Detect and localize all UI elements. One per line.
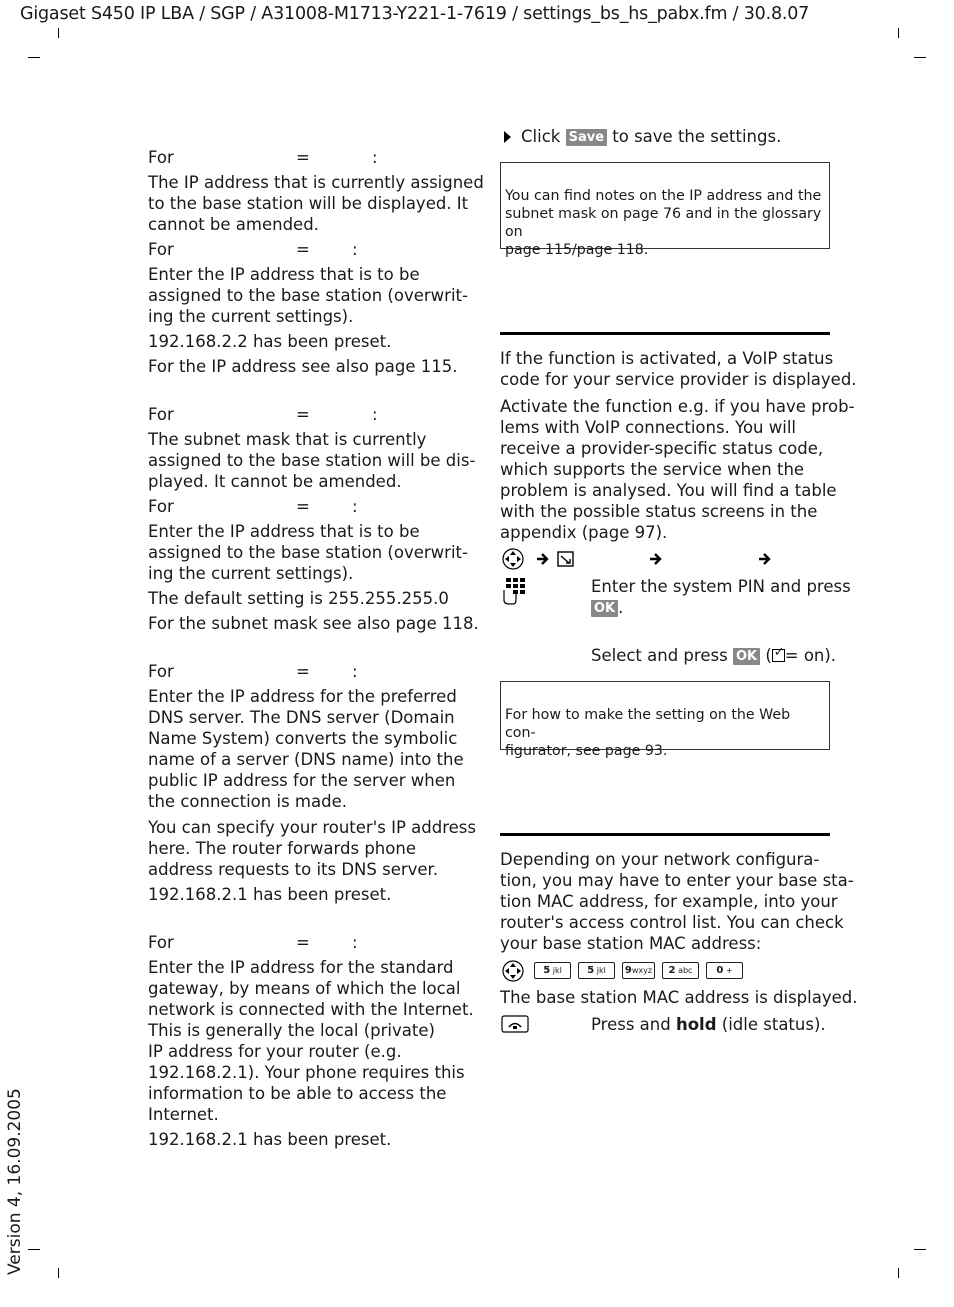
note-ip-line-1: You can find notes on the IP address and the xyxy=(505,188,822,204)
for-label: For xyxy=(148,405,174,424)
note-web-line-2: figurator, see page 93. xyxy=(505,743,668,759)
equals-sign: = xyxy=(296,405,310,424)
equals-sign: = xyxy=(296,933,310,952)
save-key: Save xyxy=(566,129,607,146)
crop-mark xyxy=(58,1268,59,1278)
mac-displayed: The base station MAC address is displayed. xyxy=(500,988,858,1007)
for-label: For xyxy=(148,240,174,259)
dns-preset: 192.168.2.1 has been preset. xyxy=(148,885,392,904)
pin-instruction: Enter the system PIN and press xyxy=(591,577,851,596)
press-text: Press and xyxy=(591,1015,671,1034)
subnet-default: The default setting is 255.255.255.0 xyxy=(148,589,449,608)
gateway-line-7: information to be able to access the xyxy=(148,1084,447,1103)
note-web-line-1: For how to make the setting on the Web con- xyxy=(505,707,791,741)
crop-mark xyxy=(914,57,926,58)
note-box-web xyxy=(500,681,830,759)
voip-body-5: problem is analysed. You will find a table xyxy=(500,481,837,500)
colon: : xyxy=(352,662,358,681)
arrow-right-icon xyxy=(759,554,769,564)
gateway-line-6: 192.168.2.1). Your phone requires this xyxy=(148,1063,465,1082)
gateway-line-2: gateway, by means of which the local xyxy=(148,979,461,998)
note-ip-line-3: page 115/page 118. xyxy=(505,242,649,258)
subnet-enter-line-1: Enter the IP address that is to be xyxy=(148,522,420,541)
dns-line-2: DNS server. The DNS server (Domain xyxy=(148,708,455,727)
mac-body-1: Depending on your network configura- xyxy=(500,850,820,869)
voip-body-2: lems with VoIP connections. You will xyxy=(500,418,796,437)
version-label: Version 4, 16.09.2005 xyxy=(5,1088,25,1275)
save-step xyxy=(500,126,781,147)
settings-menu-icon xyxy=(558,552,573,566)
key-5-icon: 5 jkl xyxy=(534,962,571,979)
ip-see-also: For the IP address see also page 115. xyxy=(148,357,458,376)
ok-key: OK xyxy=(591,600,618,617)
save-step-after: to save the settings. xyxy=(612,127,782,146)
gateway-line-5: IP address for your router (e.g. xyxy=(148,1042,402,1061)
select-instruction xyxy=(591,645,836,666)
bullet-arrow-icon xyxy=(504,131,511,143)
for-label: For xyxy=(148,148,174,167)
subnet-show-line-1: The subnet mask that is currently xyxy=(148,430,427,449)
menu-path xyxy=(500,548,780,570)
subnet-show-line-2: assigned to the base station will be dis- xyxy=(148,451,476,470)
note-ip-line-2: subnet mask on page 76 and in the glossary on xyxy=(505,206,822,240)
crop-mark xyxy=(898,1268,899,1278)
dns-line-6: the connection is made. xyxy=(148,792,347,811)
voip-intro-1: If the function is activated, a VoIP status xyxy=(500,349,834,368)
equals-sign: = xyxy=(296,240,310,259)
ip-show-line-3: cannot be amended. xyxy=(148,215,319,234)
pin-ok-line xyxy=(591,597,623,618)
voip-body-1: Activate the function e.g. if you have prob- xyxy=(500,397,855,416)
crop-mark xyxy=(58,28,59,38)
ip-enter-line-3: ing the current settings). xyxy=(148,307,354,326)
gateway-line-1: Enter the IP address for the standard xyxy=(148,958,454,977)
subnet-enter-line-3: ing the current settings). xyxy=(148,564,354,583)
gateway-line-8: Internet. xyxy=(148,1105,219,1124)
mac-body-2: tion, you may have to enter your base sta- xyxy=(500,871,854,890)
dns-router-line-3: address requests to its DNS server. xyxy=(148,860,439,879)
ip-preset: 192.168.2.2 has been preset. xyxy=(148,332,392,351)
voip-body-3: receive a provider-specific status code, xyxy=(500,439,824,458)
equals-sign: = xyxy=(296,497,310,516)
subnet-show-line-3: played. It cannot be amended. xyxy=(148,472,402,491)
for-label: For xyxy=(148,662,174,681)
save-step-before: Click xyxy=(521,127,561,146)
section-rule xyxy=(500,332,830,335)
crop-mark xyxy=(914,1249,926,1250)
key-0-icon: 0 + xyxy=(706,962,743,979)
dns-line-1: Enter the IP address for the preferred xyxy=(148,687,457,706)
voip-intro-2: code for your service provider is displayed. xyxy=(500,370,857,389)
voip-body-7: appendix (page 97). xyxy=(500,523,668,542)
control-key-icon xyxy=(503,549,523,569)
for-label: For xyxy=(148,497,174,516)
for-label: For xyxy=(148,933,174,952)
ip-show-line-1: The IP address that is currently assigned xyxy=(148,173,484,192)
page-header: Gigaset S450 IP LBA / SGP / A31008-M1713-Y221-1-7619 / settings_bs_hs_pabx.fm / 30.8.07 xyxy=(20,4,810,24)
hold-text: hold xyxy=(675,1015,717,1034)
end-call-key-icon xyxy=(501,1015,529,1035)
note-box-ip xyxy=(500,162,830,258)
ip-show-line-2: to the base station will be displayed. It xyxy=(148,194,469,213)
ip-enter-line-2: assigned to the base station (overwrit- xyxy=(148,286,468,305)
key-5-icon: 5 jkl xyxy=(578,962,615,979)
gateway-line-4: This is generally the local (private) xyxy=(148,1021,435,1040)
period: . xyxy=(618,598,624,617)
colon: : xyxy=(352,497,358,516)
dns-line-4: name of a server (DNS name) into the xyxy=(148,750,464,769)
ok-key: OK xyxy=(733,648,760,665)
dns-line-3: Name System) converts the symbolic xyxy=(148,729,458,748)
voip-body-6: with the possible status screens in the xyxy=(500,502,818,521)
arrow-right-icon xyxy=(650,554,660,564)
open-paren: ( xyxy=(765,646,772,665)
voip-body-4: which supports the service when the xyxy=(500,460,805,479)
equals-sign: = xyxy=(296,148,310,167)
keypad-icon xyxy=(500,576,528,606)
colon: : xyxy=(372,405,378,424)
colon: : xyxy=(372,148,378,167)
key-9-icon: 9wxyz xyxy=(622,962,655,979)
crop-mark xyxy=(28,57,40,58)
crop-mark xyxy=(898,28,899,38)
press-hold-instruction xyxy=(591,1014,826,1035)
equals-sign: = xyxy=(296,662,310,681)
section-rule xyxy=(500,833,830,836)
crop-mark xyxy=(28,1249,40,1250)
select-tail: = on). xyxy=(784,646,837,665)
control-key-icon xyxy=(500,959,526,983)
select-text: Select and press xyxy=(591,646,728,665)
colon: : xyxy=(352,933,358,952)
mac-body-4: router's access control list. You can check xyxy=(500,913,844,932)
mac-body-5: your base station MAC address: xyxy=(500,934,762,953)
subnet-enter-line-2: assigned to the base station (overwrit- xyxy=(148,543,468,562)
arrow-right-icon xyxy=(537,554,547,564)
checkbox-icon: ✓ xyxy=(773,645,785,660)
subnet-see-also: For the subnet mask see also page 118. xyxy=(148,614,479,633)
dns-line-5: public IP address for the server when xyxy=(148,771,456,790)
mac-body-3: tion MAC address, for example, into your xyxy=(500,892,838,911)
key-2-icon: 2 abc xyxy=(662,962,699,979)
dns-router-line-2: here. The router forwards phone xyxy=(148,839,416,858)
gateway-preset: 192.168.2.1 has been preset. xyxy=(148,1130,392,1149)
ip-enter-line-1: Enter the IP address that is to be xyxy=(148,265,420,284)
idle-text: (idle status). xyxy=(721,1015,826,1034)
colon: : xyxy=(352,240,358,259)
dns-router-line-1: You can specify your router's IP address xyxy=(148,818,476,837)
gateway-line-3: network is connected with the Internet. xyxy=(148,1000,474,1019)
